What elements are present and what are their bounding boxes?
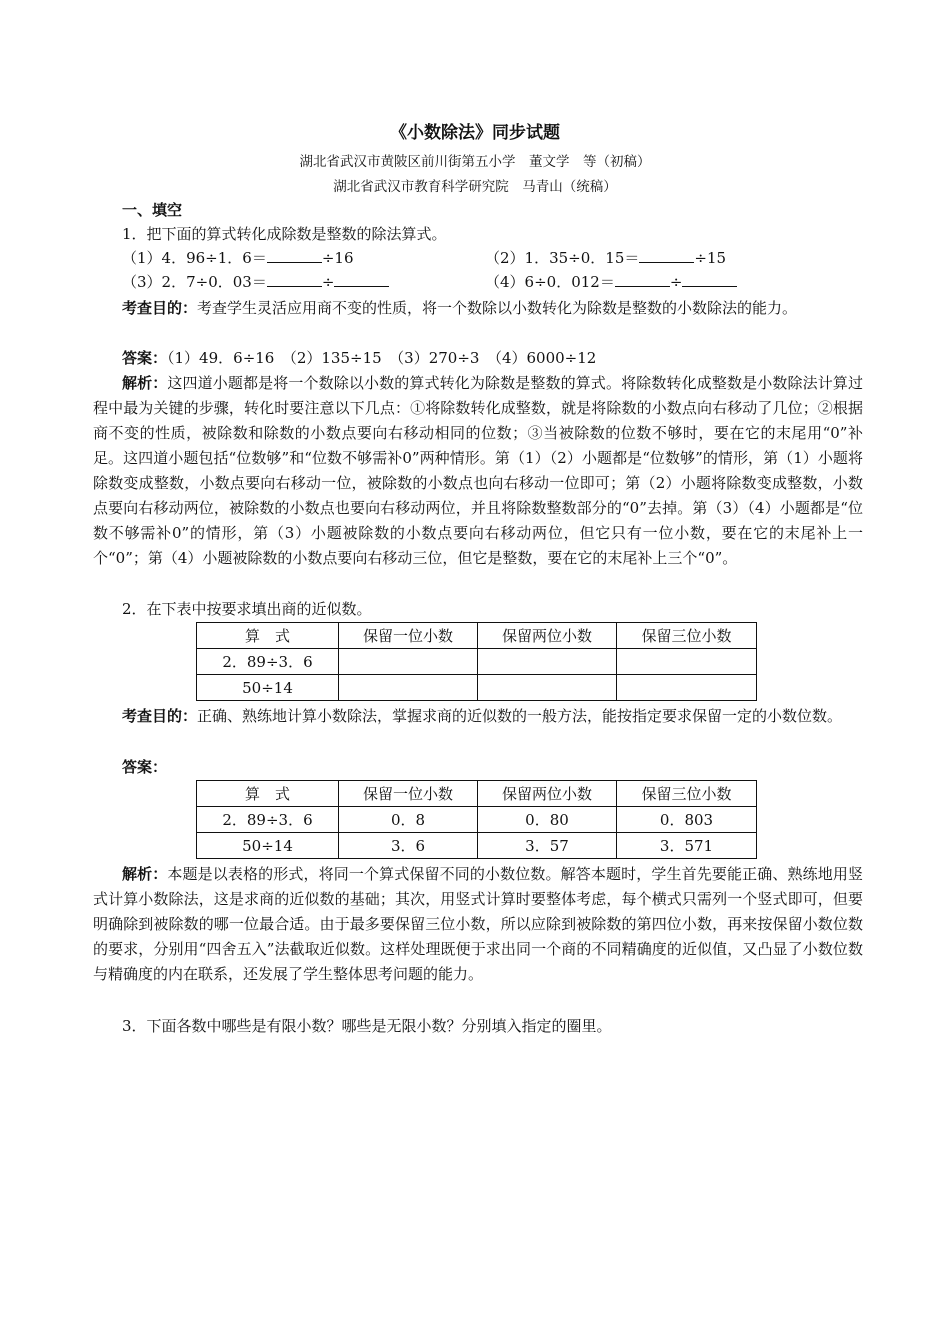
table-cell: 2．89÷3．6 [197,649,339,675]
table-cell: 3．57 [478,833,617,859]
table-cell: 3．6 [339,833,478,859]
q1-answer: 答案：（1）49．6÷16 （2）135÷15 （3）270÷3 （4）6000÷12 [122,349,597,367]
answer-blank[interactable] [267,272,322,287]
table-header-row [197,781,757,807]
q1-analysis: 解析：这四道小题都是将一个数除以小数的算式转化为除数是整数的算式。将除数转化成整数是小数除法计算过程中最为关键的步骤，转化时要注意以下几点：①将除数转化成整数，就是将除数的小数点向右移动了几位；②根据商不变的性质，被除数和除数的小数点要向右移动相同的位数；③当被除数的位数不够时，要在它的末尾用“0”补足。这四道小题包括“位数够”和“位数不够需补0”两种情形。第（1）（2）小题都是“位数够”的情形，第（1）小题将除数变成整数，小数点要向右移动一位，被除数的小数点也向右移动一位即可；第（2）小题将除数变成整数，小数点要向右移动两位，被除数的小数点也要向右移动两位，并且将除数整数部分的“0”去掉。第（3）（4）小题都是“位数不够需补0”的情形，第（3）小题被除数的小数点要向右移动两位，但它只有一位小数，要在它的末尾补上一个“0”；第（4）小题被除数的小数点要向右移动三位，但它是整数，要在它的末尾补上三个“0”。 [93,374,863,567]
q2-answer-label: 答案： [122,758,168,776]
table-header: 算 式 [197,623,339,649]
table-row [197,675,757,701]
table-header: 保留三位小数 [617,623,757,649]
q2-question-table [196,622,757,701]
answer-cell[interactable] [339,649,478,675]
q1-item-1: （1）4．96÷1．6＝ ÷16 [122,249,354,267]
answer-blank[interactable] [682,272,737,287]
table-header: 保留一位小数 [339,623,478,649]
table-cell: 3．571 [617,833,757,859]
q1-purpose: 考查目的：考查学生灵活应用商不变的性质，将一个数除以小数转化为除数是整数的小数除法的能力。 [122,299,798,317]
answer-cell[interactable] [339,675,478,701]
table-row [197,807,757,833]
answer-cell[interactable] [478,675,617,701]
answer-blank[interactable] [334,272,389,287]
document-title: 《小数除法》同步试题 [390,123,560,143]
q2-prompt: 2．在下表中按要求填出商的近似数。 [122,600,372,618]
q2-purpose: 考查目的：正确、熟练地计算小数除法，掌握求商的近似数的一般方法，能按指定要求保留一定的小数位数。 [122,707,843,725]
answer-blank[interactable] [615,272,670,287]
q2-answer-table [196,780,757,859]
table-cell: 2．89÷3．6 [197,807,339,833]
table-header: 保留两位小数 [478,623,617,649]
table-header: 保留三位小数 [617,781,757,807]
author-line-1: 湖北省武汉市黄陂区前川街第五小学 董文学 等（初稿） [299,154,651,170]
table-row [197,833,757,859]
table-header: 算 式 [197,781,339,807]
table-cell: 0．803 [617,807,757,833]
table-cell: 0．80 [478,807,617,833]
table-header-row [197,623,757,649]
table-row [197,649,757,675]
answer-blank[interactable] [267,248,322,263]
q1-item-4: （4）6÷0．012＝ ÷ [485,271,737,293]
q2-analysis: 解析：本题是以表格的形式，将同一个算式保留不同的小数位数。解答本题时，学生首先要能正确、熟练地用竖式计算小数除法，这是求商的近似数的基础；其次，用竖式计算时要整体考虑，每个横式只需列一个竖式即可，但要明确除到被除数的哪一位最合适。由于最多要保留三位小数，所以应除到被除数的第四位小数，再来按保留小数位数的要求，分别用“四舍五入”法截取近似数。这样处理既便于求出同一个商的不同精确度的近似值，又凸显了小数位数与精确度的内在联系，还发展了学生整体思考问题的能力。 [93,865,863,983]
table-cell: 50÷14 [197,675,339,701]
table-header: 保留一位小数 [339,781,478,807]
answer-cell[interactable] [617,649,757,675]
answer-cell[interactable] [617,675,757,701]
q1-item-2: （2）1．35÷0．15＝ ÷15 [485,249,727,267]
q1-item-3: （3）2．7÷0．03＝ ÷ [122,271,389,293]
q3-prompt: 3．下面各数中哪些是有限小数？哪些是无限小数？分别填入指定的圈里。 [122,1017,612,1035]
answer-blank[interactable] [639,248,694,263]
q1-prompt: 1．把下面的算式转化成除数是整数的除法算式。 [122,225,447,243]
table-header: 保留两位小数 [478,781,617,807]
table-cell: 0．8 [339,807,478,833]
answer-cell[interactable] [478,649,617,675]
table-cell: 50÷14 [197,833,339,859]
section-heading: 一、填空 [122,201,183,219]
author-line-2: 湖北省武汉市教育科学研究院 马青山（统稿） [333,179,617,195]
